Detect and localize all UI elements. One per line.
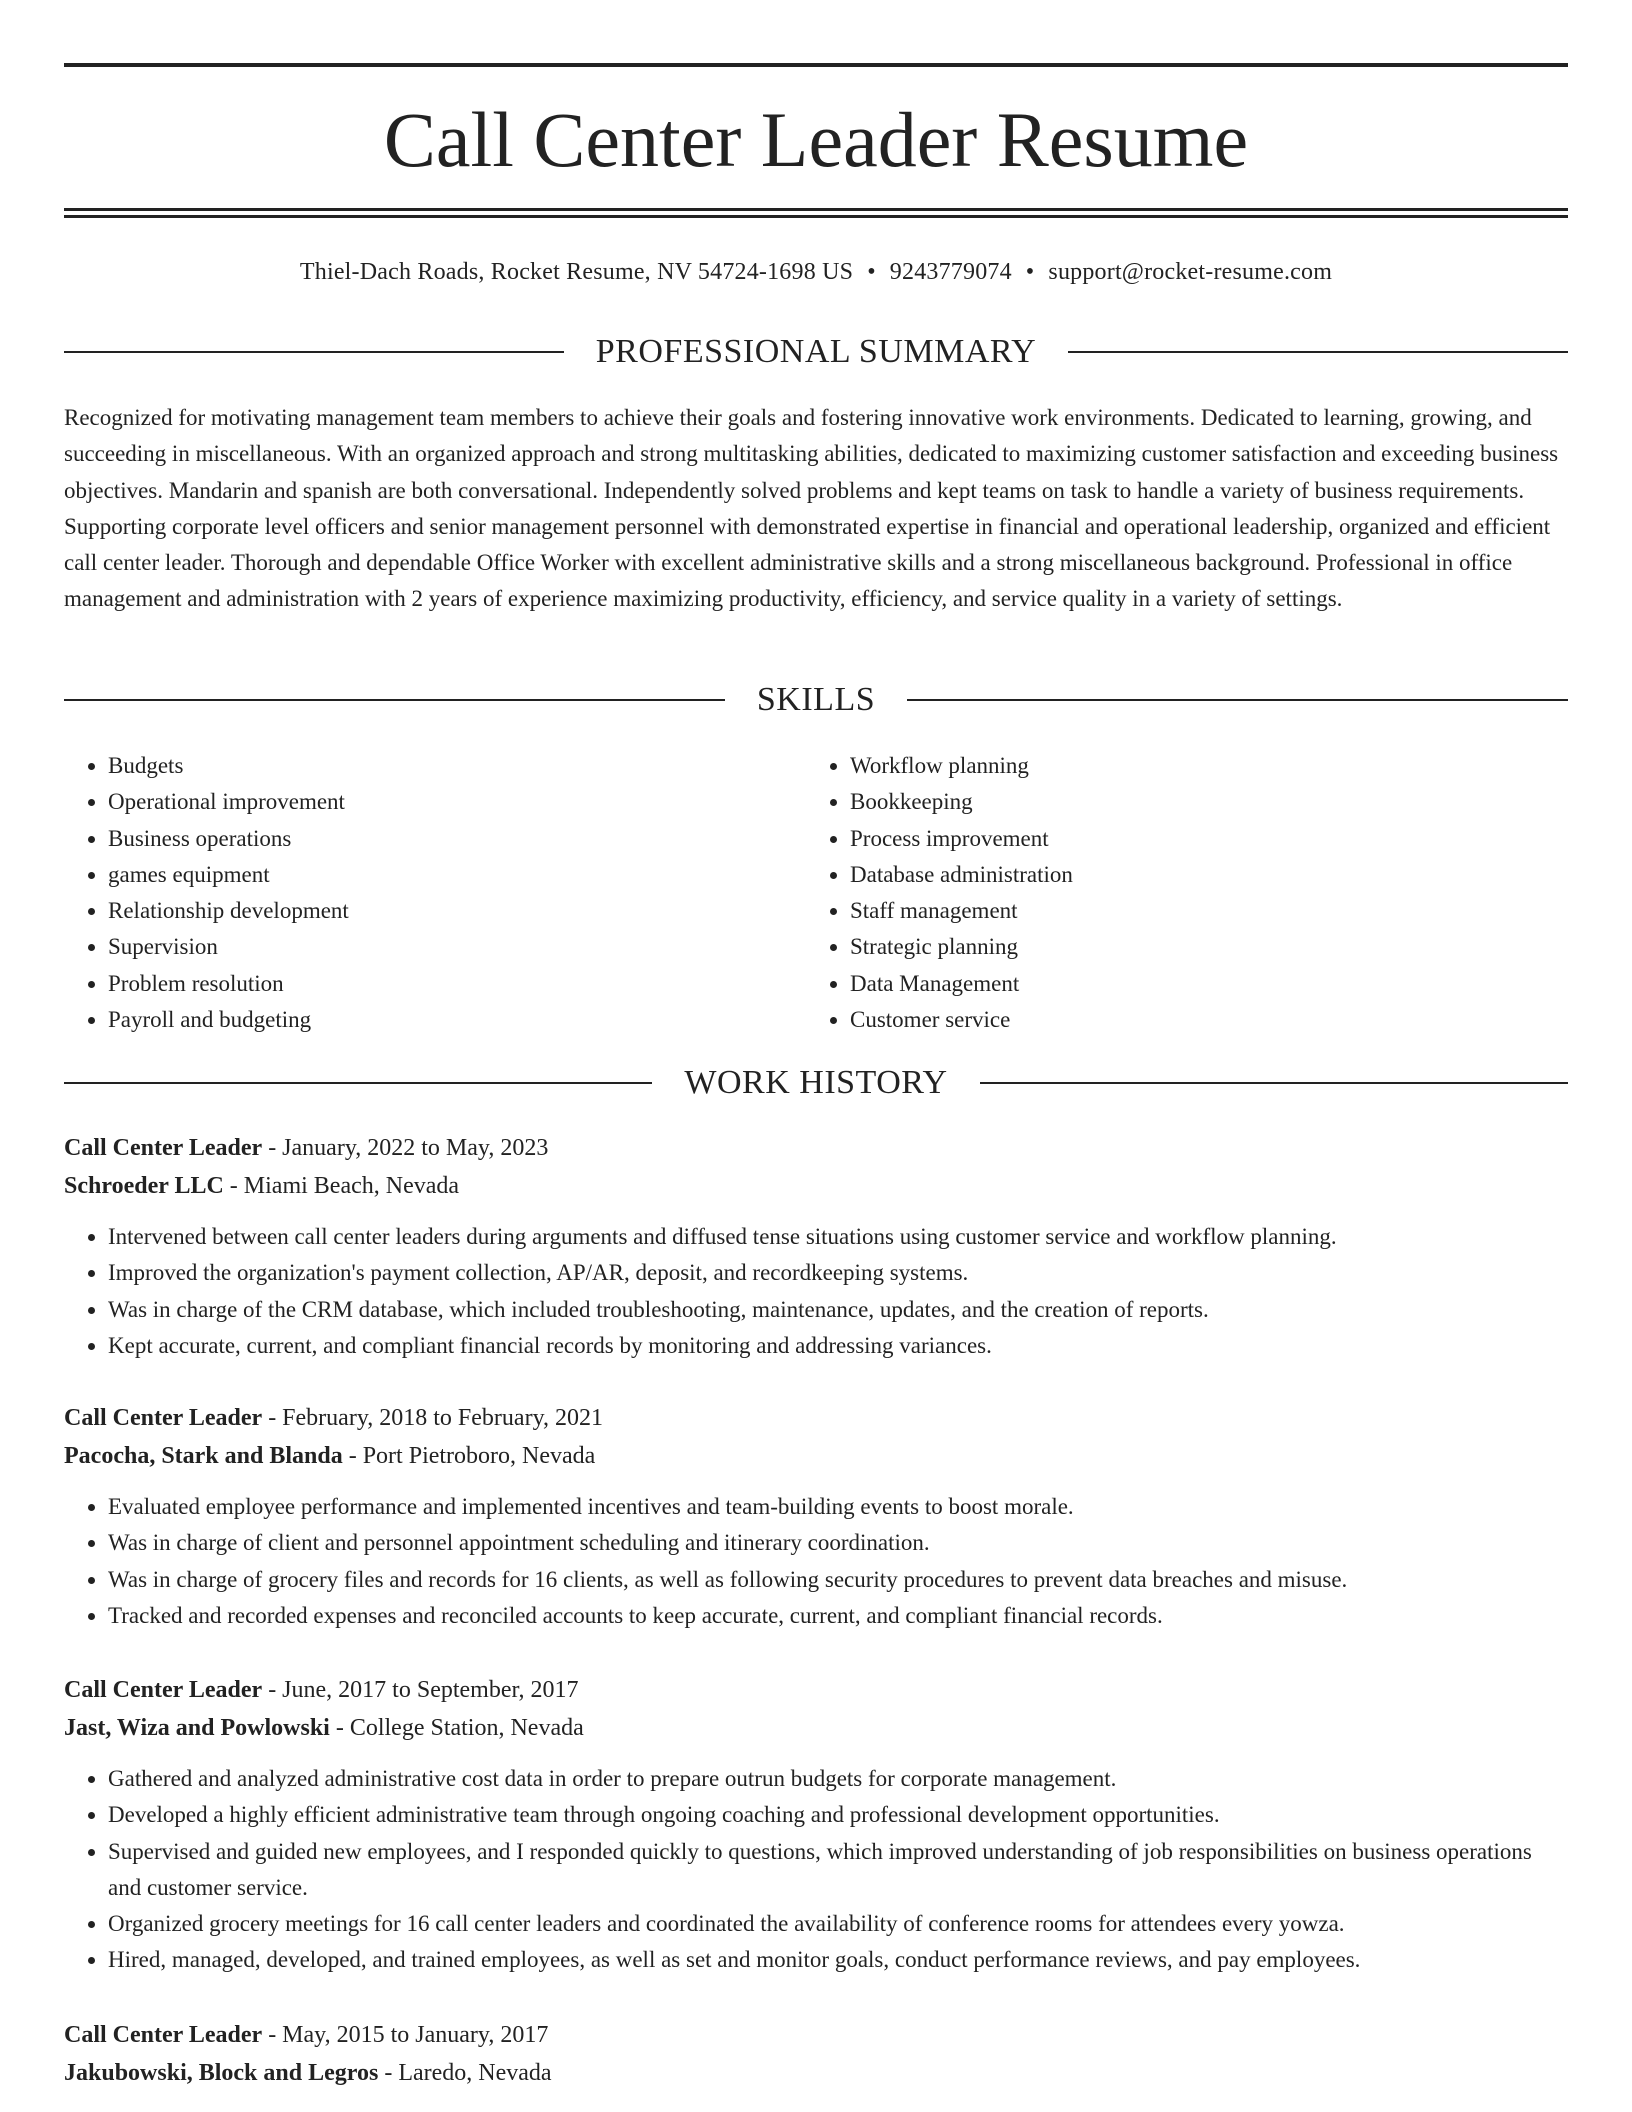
job-company: Pacocha, Stark and Blanda bbox=[64, 1443, 343, 1469]
resume-title: Call Center Leader Resume bbox=[383, 96, 1249, 183]
job-location: - Miami Beach, Nevada bbox=[223, 1173, 460, 1199]
job-title: Call Center Leader bbox=[64, 1135, 263, 1161]
professional-summary: Recognized for motivating management team members to achieve their goals and fostering innovative work environments. Dedicated to learning, growing, and succeeding in miscellaneous. With an organized approach and strong multitasking abilities, dedicated to maximizing customer satisfaction and exceeding business objectives. Mandarin and spanish are both conversational. Independently solved problems and kept teams on task to handle a variety of business requirements. Supporting corporate level officers and senior management personnel with demonstrated expertise in financial and operational leadership, organized and efficient call center leader. Thorough and dependable Office Worker with excellent administrative skills and a strong miscellaneous background. Professional in office management and administration with 2 years of experience maximizing productivity, efficiency, and service quality in a variety of settings. bbox=[64, 405, 1559, 612]
job-dates: - May, 2015 to January, 2017 bbox=[262, 2022, 549, 2048]
section-title: SKILLS bbox=[756, 681, 876, 718]
job-bullet: • Supervised and guided new employees, and I responded quickly to questions, which improved understanding of job responsibilities on business operations and customer service. bbox=[108, 1834, 1568, 1907]
job-dates: - February, 2018 to February, 2021 bbox=[262, 1405, 604, 1431]
header-double-rule-lower bbox=[64, 215, 1568, 218]
contact-email: support@rocket-resume.com bbox=[1048, 259, 1333, 285]
divider-line bbox=[64, 699, 725, 701]
contact-phone: 9243779074 bbox=[889, 259, 1012, 285]
skill-item: • Budgets bbox=[108, 748, 806, 784]
job-bullet: • Was in charge of grocery files and records for 16 clients, as well as following security procedures to prevent data breaches and misuse. bbox=[108, 1562, 1568, 1598]
divider-line bbox=[1068, 351, 1568, 353]
divider-line bbox=[980, 1082, 1568, 1084]
job-company: Schroeder LLC bbox=[64, 1173, 224, 1199]
job-bullets bbox=[64, 1761, 1568, 1979]
job-title-line bbox=[64, 1671, 1568, 1709]
job-company: Jakubowski, Block and Legros bbox=[64, 2060, 379, 2086]
job-company-line bbox=[64, 2054, 1568, 2092]
skills-column-left bbox=[64, 748, 806, 1038]
job-location: - College Station, Nevada bbox=[329, 1715, 584, 1741]
section-heading-work-history bbox=[64, 1061, 1568, 1105]
section-heading-skills bbox=[64, 678, 1568, 722]
job-bullet: • Developed a highly efficient administrative team through ongoing coaching and professional development opportunities. bbox=[108, 1797, 1568, 1833]
job-dates: - January, 2022 to May, 2023 bbox=[262, 1135, 549, 1161]
job-location: - Port Pietroboro, Nevada bbox=[342, 1443, 596, 1469]
job-bullet: • Tracked and recorded expenses and reconciled accounts to keep accurate, current, and compliant financial records. bbox=[108, 1598, 1568, 1634]
job-title: Call Center Leader bbox=[64, 1677, 263, 1703]
divider-line bbox=[64, 1082, 652, 1084]
job-title-line bbox=[64, 1399, 1568, 1437]
job-title: Call Center Leader bbox=[64, 2022, 263, 2048]
skill-item: • Database administration bbox=[850, 857, 1548, 893]
job-company-line bbox=[64, 1709, 1568, 1747]
skill-item: • Workflow planning bbox=[850, 748, 1548, 784]
skill-item: • Process improvement bbox=[850, 821, 1548, 857]
header-double-rule-upper bbox=[64, 208, 1568, 211]
skill-item: • Payroll and budgeting bbox=[108, 1002, 806, 1038]
job-entry bbox=[64, 1671, 1568, 1979]
divider-line bbox=[64, 351, 564, 353]
job-title: Call Center Leader bbox=[64, 1405, 263, 1431]
job-title-line bbox=[64, 1129, 1568, 1167]
job-bullet: • Intervened between call center leaders during arguments and diffused tense situations using customer service and workflow planning. bbox=[108, 1219, 1568, 1255]
job-bullet: • Evaluated employee performance and implemented incentives and team-building events to boost morale. bbox=[108, 1489, 1568, 1525]
job-dates: - June, 2017 to September, 2017 bbox=[262, 1677, 579, 1703]
job-company-line bbox=[64, 1437, 1568, 1475]
job-bullet: • Was in charge of the CRM database, which included troubleshooting, maintenance, updates, and the creation of reports. bbox=[108, 1292, 1568, 1328]
job-bullets bbox=[64, 1489, 1568, 1634]
job-entry bbox=[64, 1399, 1568, 1634]
job-bullet: • Was in charge of client and personnel appointment scheduling and itinerary coordination. bbox=[108, 1525, 1568, 1561]
contact-separator: • bbox=[867, 259, 876, 285]
section-heading-summary bbox=[64, 330, 1568, 374]
job-company: Jast, Wiza and Powlowski bbox=[64, 1715, 330, 1741]
skill-item: • Data Management bbox=[850, 966, 1548, 1002]
job-bullet: • Kept accurate, current, and compliant financial records by monitoring and addressing variances. bbox=[108, 1328, 1568, 1364]
section-title: PROFESSIONAL SUMMARY bbox=[595, 333, 1037, 370]
skill-item: • Staff management bbox=[850, 893, 1548, 929]
divider-line bbox=[907, 699, 1568, 701]
contact-address: Thiel-Dach Roads, Rocket Resume, NV 54724-1698 US bbox=[299, 259, 854, 285]
job-entry bbox=[64, 2016, 1568, 2092]
job-title-line bbox=[64, 2016, 1568, 2054]
job-location: - Laredo, Nevada bbox=[378, 2060, 552, 2086]
section-title: WORK HISTORY bbox=[684, 1064, 948, 1101]
job-company-line bbox=[64, 1167, 1568, 1205]
job-bullets bbox=[64, 1219, 1568, 1364]
skill-item: • Problem resolution bbox=[108, 966, 806, 1002]
skill-item: • Business operations bbox=[108, 821, 806, 857]
skills-list bbox=[64, 748, 1568, 1038]
skill-item: • games equipment bbox=[108, 857, 806, 893]
job-entry bbox=[64, 1129, 1568, 1364]
job-bullet: • Hired, managed, developed, and trained employees, as well as set and monitor goals, conduct performance reviews, and pay employees. bbox=[108, 1942, 1568, 1978]
job-bullet: • Improved the organization's payment collection, AP/AR, deposit, and recordkeeping systems. bbox=[108, 1255, 1568, 1291]
skill-item: • Relationship development bbox=[108, 893, 806, 929]
contact-line bbox=[64, 254, 1568, 290]
skill-item: • Strategic planning bbox=[850, 929, 1548, 965]
header-top-rule bbox=[64, 63, 1568, 67]
skill-item: • Operational improvement bbox=[108, 784, 806, 820]
job-bullet: • Gathered and analyzed administrative cost data in order to prepare outrun budgets for corporate management. bbox=[108, 1761, 1568, 1797]
contact-separator: • bbox=[1025, 259, 1035, 285]
skill-item: • Bookkeeping bbox=[850, 784, 1548, 820]
job-bullet: • Organized grocery meetings for 16 call center leaders and coordinated the availability of conference rooms for attendees every yowza. bbox=[108, 1906, 1568, 1942]
skill-item: • Supervision bbox=[108, 929, 806, 965]
skills-column-right bbox=[806, 748, 1548, 1038]
skill-item: • Customer service bbox=[850, 1002, 1548, 1038]
